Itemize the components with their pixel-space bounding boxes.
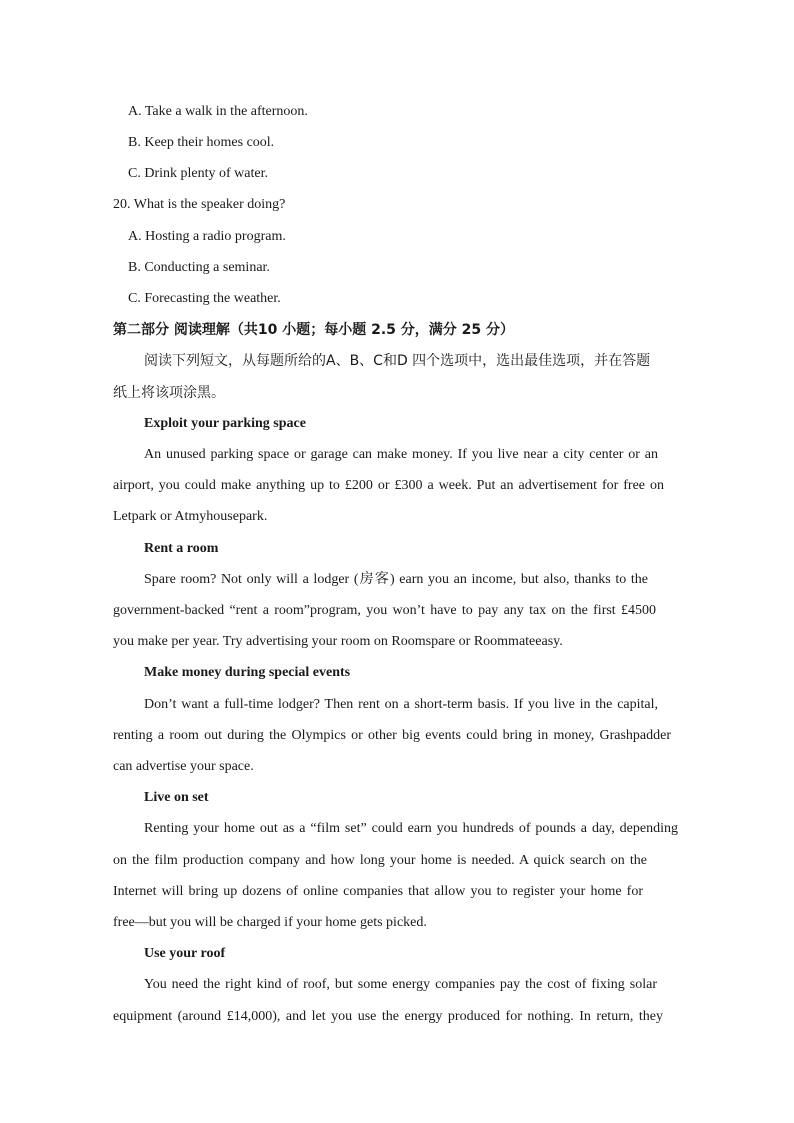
section-use-roof-line-2: equipment (around £14,000), and let you use the energy produced for nothing. In return, they: [113, 1009, 663, 1024]
part2-instruction-line-2: 纸上将该项涂黑。: [113, 385, 225, 401]
section-title-rent-room: Rent a room: [144, 541, 219, 556]
section-title-live-on-set: Live on set: [144, 790, 209, 805]
q20-option-b: B. Conducting a seminar.: [128, 260, 270, 275]
section-title-use-roof: Use your roof: [144, 946, 226, 961]
section-live-on-set-line-3: Internet will bring up dozens of online companies that allow you to register your home for: [113, 884, 643, 899]
q20-option-a: A. Hosting a radio program.: [128, 229, 286, 244]
section-special-events-line-2: renting a room out during the Olympics or other big events could bring in money, Grashpadder: [113, 728, 671, 743]
section-parking-line-2: airport, you could make anything up to £200 or £300 a week. Put an advertisement for free on: [113, 478, 664, 493]
section-title-special-events: Make money during special events: [144, 665, 351, 680]
q20-option-c: C. Forecasting the weather.: [128, 291, 281, 306]
section-live-on-set-line-2: on the film production company and how long your home is needed. A quick search on the: [113, 853, 647, 868]
q20-question: 20. What is the speaker doing?: [113, 197, 286, 212]
q19-option-b: B. Keep their homes cool.: [128, 135, 275, 150]
q19-option-c: C. Drink plenty of water.: [128, 166, 268, 181]
section-special-events-line-3: can advertise your space.: [113, 759, 254, 774]
section-rent-room-line-3: you make per year. Try advertising your room on Roomspare or Roommateeasy.: [113, 634, 563, 649]
section-parking-line-3: Letpark or Atmyhousepark.: [113, 509, 268, 524]
section-live-on-set-line-4: free—but you will be charged if your home gets picked.: [113, 915, 427, 930]
part2-heading: 第二部分 阅读理解（共10 小题；每小题 2.5 分，满分 25 分）: [113, 322, 515, 338]
section-rent-room-line-1: Spare room? Not only will a lodger (房客) earn you an income, but also, thanks to the: [144, 572, 648, 587]
section-parking-line-1: An unused parking space or garage can make money. If you live near a city center or an: [144, 447, 658, 462]
section-rent-room-line-2: government-backed “rent a room”program, you won’t have to pay any tax on the first £4500: [113, 603, 656, 618]
q19-option-a: A. Take a walk in the afternoon.: [128, 104, 308, 119]
section-use-roof-line-1: You need the right kind of roof, but some energy companies pay the cost of fixing solar: [144, 977, 657, 992]
part2-instruction-line-1: 阅读下列短文，从每题所给的A、B、C和D 四个选项中，选出最佳选项，并在答题: [144, 353, 651, 369]
section-special-events-line-1: Don’t want a full-time lodger? Then rent on a short-term basis. If you live in the capital,: [144, 697, 658, 712]
section-title-parking: Exploit your parking space: [144, 416, 306, 431]
section-live-on-set-line-1: Renting your home out as a “film set” could earn you hundreds of pounds a day, depending: [144, 821, 678, 836]
